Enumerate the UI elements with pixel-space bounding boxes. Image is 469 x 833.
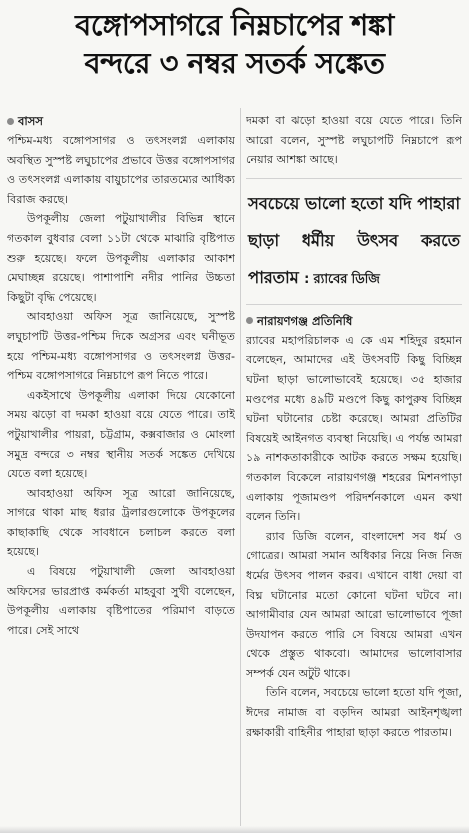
sub-article-paragraph: র‍্যাবের মহাপরিচালক এ কে এম শহিদুর রহমান বলেছেন, আমাদের এই উৎসবটি কিছু বিচ্ছিন্ন ঘটনা ছাড়া ভালোভাবেই হয়েছে। ৩৫ হাজার মণ্ডপের মধ্যে ৪৯টি মণ্ডপে কিছু কাপুরুষ বিচ্ছিন্ন ঘটনা ঘটানোর চেষ্টা করেছে। আমরা প্রতিটির বিষয়েই আইনগত ব্যবস্থা নিয়েছি। এ পর্যন্ত আমরা ১৯ নাশকতাকারীকে আটক করতে সক্ষম হয়েছি। গতকাল বিকেলে নারায়ণগঞ্জ শহরের মিশনপাড়া এলাকায় পূজামণ্ডপ পরিদর্শনকালে এমন কথা বলেন তিনি। [246, 333, 462, 524]
dateline [7, 111, 235, 131]
article-paragraph: আবহাওয়া অফিস সূত্র আরো জানিয়েছে, সাগরে থাকা মাছ ধরার ট্রলারগুলোকে উপকূলের কাছাকাছি থেকে সাবধানে চলাচল করতে বলা হয়েছে। [7, 486, 235, 559]
article-continuation: দমকা বা ঝড়ো হাওয়া বয়ে যেতে পারে। তিনি আরো বলেন, সুস্পষ্ট লঘুচাপটি নিম্নচাপে রূপ নেয়ার আশঙ্কা আছে। [246, 114, 462, 167]
bottom-edge [0, 826, 469, 833]
article-paragraph: একইসাথে উপকূলীয় এলাকা দিয়ে যেকোনো সময় ঝড়ো বা দমকা হাওয়া বয়ে যেতে পারে। তাই পটুয়াখালীর পায়রা, চট্টগ্রাম, কক্সবাজার ও মোংলা সমুদ্র বন্দরে ৩ নম্বর স্থানীয় সতর্ক সঙ্কেত দেখিয়ে যেতে বলা হয়েছে। [7, 388, 235, 481]
sub-article-dateline-source: নারায়ণগঞ্জ প্রতিনিধি [257, 313, 353, 328]
sub-article-headline [248, 185, 460, 298]
bullet-icon [7, 118, 14, 125]
left-column [7, 111, 235, 833]
article-paragraph: পশ্চিম-মধ্য বঙ্গোপসাগর ও তৎসংলগ্ন এলাকায় অবস্থিত সুস্পষ্ট লঘুচাপের প্রভাবে উত্তর বঙ্গোপসাগর ও তৎসংলগ্ন এলাকায় বায়ুচাপের তারতম্যের আধিক্য বিরাজ করছে। [7, 134, 235, 206]
article-paragraph: আবহাওয়া অফিস সূত্র জানিয়েছে, সুস্পষ্ট লঘুচাপটি উত্তর-পশ্চিম দিকে অগ্রসর এবং ঘনীভূত হয়ে পশ্চিম-মধ্য বঙ্গোপসাগর ও তৎসংলগ্ন উত্তর-পশ্চিম বঙ্গোপসাগরে নিম্নচাপে রূপ নিতে পারে। [7, 310, 235, 383]
bullet-icon [246, 317, 253, 324]
right-column [246, 111, 462, 833]
dateline-source: বাসস [18, 114, 43, 128]
sub-article-byline: : র‍্যাবের ডিজি [304, 271, 380, 287]
headline-line-2: বন্দরে ৩ নম্বর সতর্ক সঙ্কেত [84, 46, 385, 80]
headline-line-1: বঙ্গোপসাগরে নিম্নচাপের শঙ্কা [75, 8, 394, 42]
headline [6, 6, 463, 82]
sub-article-headline-text: সবচেয়ে ভালো হতো যদি পাহারা ছাড়া ধর্মীয় উৎসব করতে পারতাম [248, 193, 460, 287]
column-divider [240, 108, 241, 833]
sub-article-headline-box [246, 178, 462, 305]
sub-article-paragraph: তিনি বলেন, সবচেয়ে ভালো হতো যদি পূজা, ঈদের নামাজ বা বড়দিন আমরা আইনশৃঙ্খলা রক্ষাকারী বাহিনীর পাহারা ছাড়া করতে পারতাম। [246, 686, 462, 739]
article-paragraph: উপকূলীয় জেলা পটুয়াখালীর বিভিন্ন স্থানে গতকাল বুধবার বেলা ১১টা থেকে মাঝারি বৃষ্টিপাত শুরু হয়েছে। ফলে উপকূলীয় এলাকার আকাশ মেঘাচ্ছন্ন রয়েছে। পাশাপাশি নদীর পানির উচ্চতা কিছুটা বৃদ্ধি পেয়েছে। [7, 212, 235, 304]
article-paragraph: এ বিষয়ে পটুয়াখালী জেলা আবহাওয়া অফিসের ভারপ্রাপ্ত কর্মকর্তা মাহবুবা সুখী বলেছেন, উপকূলীয় এলাকায় বৃষ্টিপাতের পরিমাণ বাড়তে পারে। সেই সাথে [7, 565, 235, 637]
sub-article-dateline [246, 311, 462, 331]
sub-article-paragraph: র‍্যাব ডিজি বলেন, বাংলাদেশ সব ধর্ম ও গোত্রের। আমরা সমান অধিকার নিয়ে নিজ নিজ ধর্মের উৎসব পালন করব। এখানে বাধা দেয়া বা বিঘ্ন ঘটানোর মতো কোনো ঘটনা ঘটবে না। আগামীবার যেন আমরা আরো ভালোভাবে পূজা উদযাপন করতে পারি সে বিষয়ে আমরা এখন থেকে প্রস্তুত থাকবো। আমাদের ভালোবাসার সম্পর্ক যেন অটুট থাকে। [246, 529, 462, 680]
